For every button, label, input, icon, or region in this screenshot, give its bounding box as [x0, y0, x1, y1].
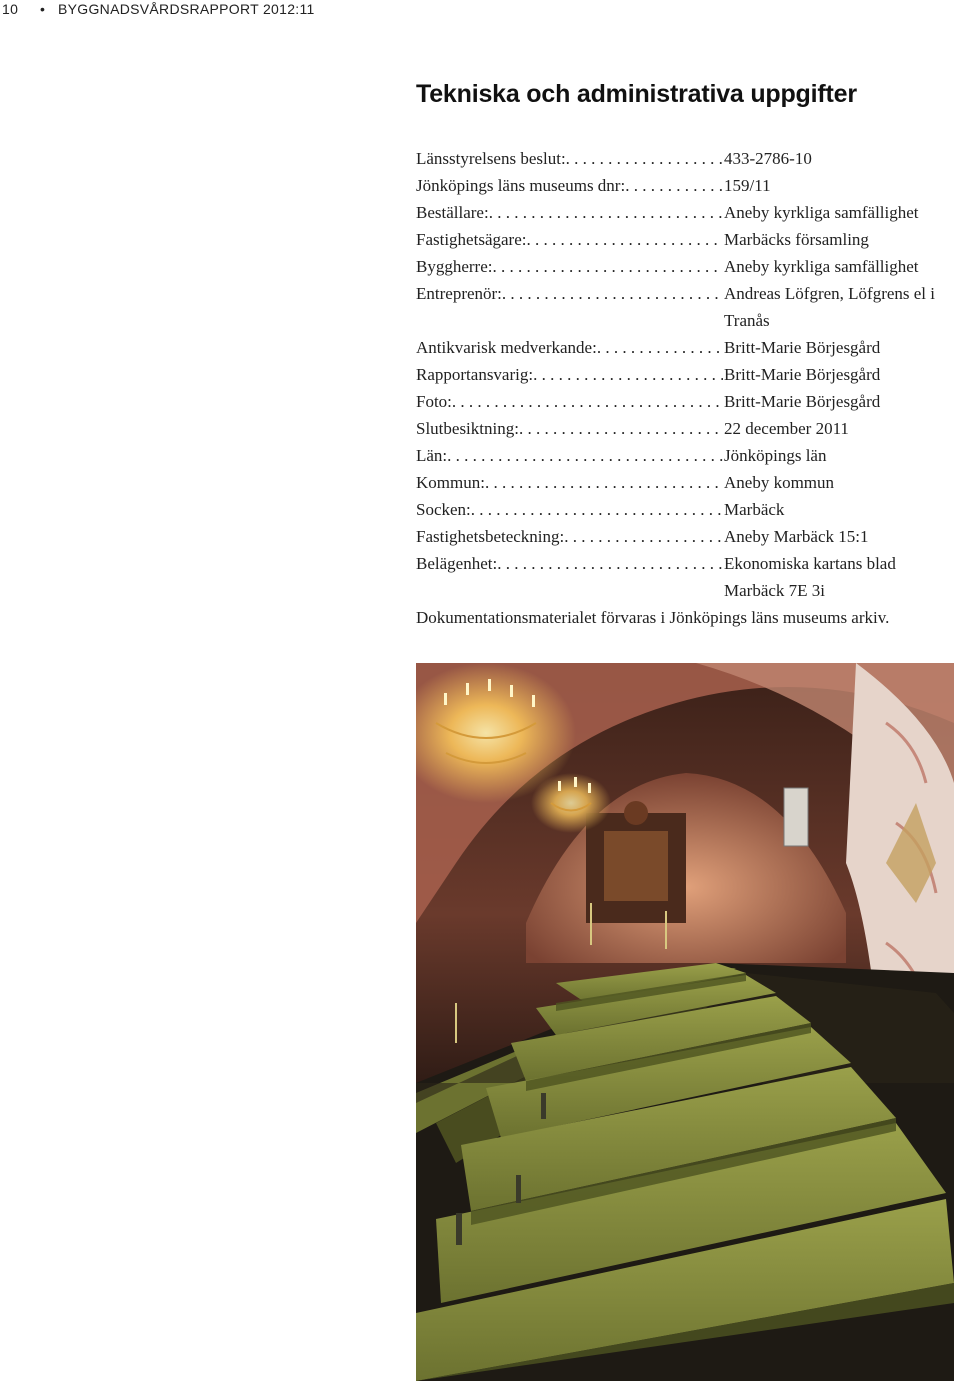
row-value: Marbäck — [724, 500, 785, 519]
row-value: Britt-Marie Börjesgård — [724, 392, 881, 411]
row-label: Län: — [416, 446, 448, 465]
row-label: Fastighetsägare: — [416, 230, 527, 249]
row-value: 159/11 — [724, 176, 771, 195]
row-label: Länsstyrelsens beslut: — [416, 149, 566, 168]
row-value: 433-2786-10 — [724, 149, 812, 168]
running-title: BYGGNADSVÅRDSRAPPORT 2012:11 — [58, 1, 315, 17]
row-label: Entreprenör: — [416, 284, 502, 303]
info-row — [416, 415, 956, 442]
row-value: Britt-Marie Börjesgård — [724, 365, 881, 384]
info-row — [416, 280, 956, 334]
row-label: Beställare: — [416, 203, 489, 222]
row-label: Byggherre: — [416, 257, 493, 276]
info-row — [416, 199, 956, 226]
dot-leader — [526, 226, 723, 253]
row-value: Aneby kommun — [724, 473, 835, 492]
dot-leader — [502, 280, 723, 307]
row-value: Marbäcks församling — [724, 230, 869, 249]
row-value: Andreas Löfgren, Löfgrens el i Tranås — [724, 284, 936, 330]
info-row — [416, 496, 956, 523]
row-label: Jönköpings läns museums dnr: — [416, 176, 626, 195]
info-list — [416, 145, 956, 631]
info-row — [416, 442, 956, 469]
row-label: Fastighetsbeteckning: — [416, 527, 565, 546]
info-row — [416, 334, 956, 361]
row-value: Aneby Marbäck 15:1 — [724, 527, 869, 546]
dot-leader — [564, 523, 723, 550]
row-label: Belägenhet: — [416, 554, 498, 573]
row-value: 22 december 2011 — [724, 419, 849, 438]
dot-leader — [533, 361, 723, 388]
row-value: Aneby kyrkliga samfällighet — [724, 203, 919, 222]
dot-leader — [489, 199, 723, 226]
row-value: Aneby kyrkliga samfällighet — [724, 257, 919, 276]
row-label: Kommun: — [416, 473, 485, 492]
dot-leader — [625, 172, 723, 199]
dot-leader — [447, 442, 723, 469]
dot-leader — [497, 550, 723, 577]
page-number: 10 — [2, 1, 19, 17]
dot-leader — [519, 415, 723, 442]
dot-leader — [485, 469, 723, 496]
row-value: Jönköpings län — [724, 446, 827, 465]
row-value: Britt-Marie Börjesgård — [724, 338, 881, 357]
dot-leader — [597, 334, 723, 361]
archive-note: Dokumentationsmaterialet förvaras i Jönköpings läns museums arkiv. — [416, 608, 890, 627]
info-row — [416, 226, 956, 253]
info-row — [416, 469, 956, 496]
info-row — [416, 145, 956, 172]
dot-leader — [492, 253, 723, 280]
row-value: Ekonomiska kartans blad Marbäck 7E 3i — [724, 554, 896, 600]
dot-leader — [566, 145, 723, 172]
row-label: Socken: — [416, 500, 471, 519]
info-row — [416, 172, 956, 199]
row-label: Foto: — [416, 392, 452, 411]
info-row — [416, 550, 956, 604]
row-label: Rapportansvarig: — [416, 365, 534, 384]
dot-leader — [452, 388, 723, 415]
dot-leader — [471, 496, 723, 523]
row-label: Slutbesiktning: — [416, 419, 519, 438]
bullet-separator: • — [40, 1, 46, 17]
info-row — [416, 388, 956, 415]
info-row — [416, 361, 956, 388]
info-row — [416, 253, 956, 280]
church-interior-photo — [416, 663, 954, 1381]
page-title: Tekniska och administrativa uppgifter — [416, 80, 857, 108]
info-row — [416, 523, 956, 550]
row-label: Antikvarisk medverkande: — [416, 338, 597, 357]
